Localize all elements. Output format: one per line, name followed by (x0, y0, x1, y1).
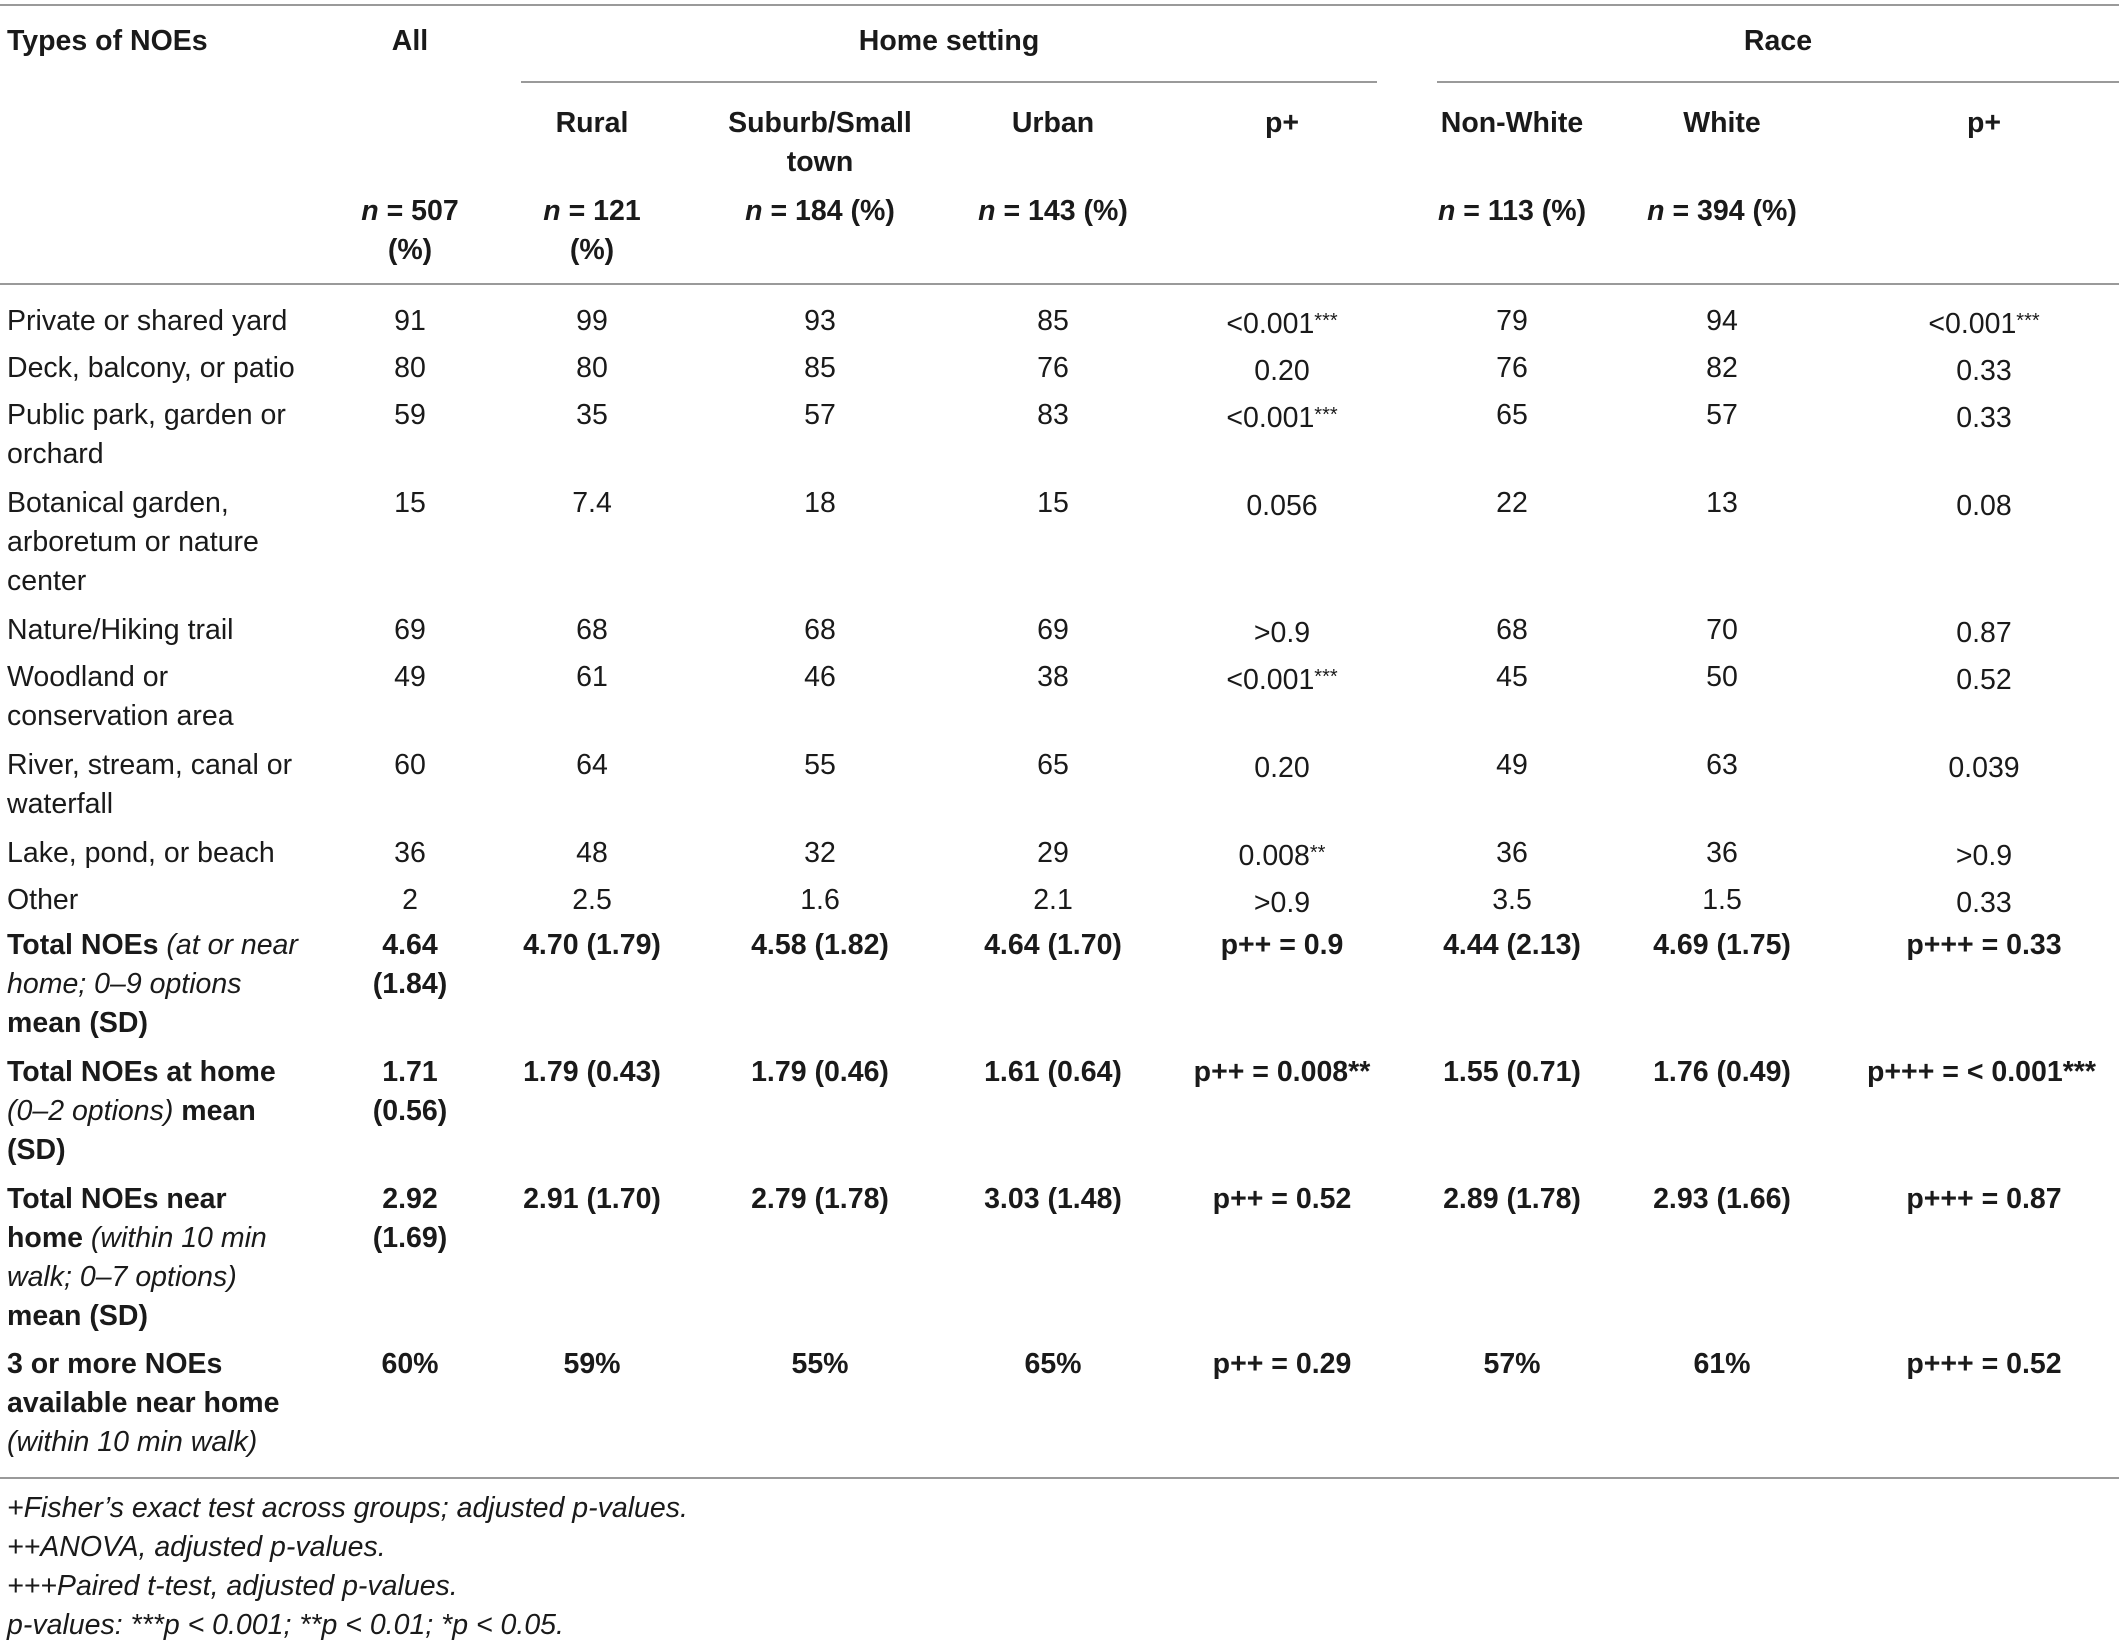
cell-rural (512, 746, 672, 785)
cell-value: 36 (394, 837, 426, 869)
n-symbol: n (1437, 195, 1456, 227)
n-rural (512, 192, 672, 270)
summary-label (7, 1180, 267, 1336)
col-header-p-home: p+ (1264, 107, 1300, 139)
cell-suburb (740, 484, 900, 523)
cell-value: 85 (1037, 305, 1069, 337)
row-label (7, 611, 234, 650)
cell-value: 15 (394, 487, 426, 519)
summary-rural: 4.70 (1.79) (523, 929, 661, 961)
cell-urban (973, 658, 1133, 697)
summary-all-line2: (1.69) (372, 1222, 448, 1254)
cell-urban (973, 396, 1133, 435)
cell-value: 69 (1037, 614, 1069, 646)
cell-p-race (1864, 746, 2104, 788)
col-header-suburb (700, 104, 940, 182)
cell-p-home (1162, 349, 1402, 391)
col-header-urban: Urban (1011, 107, 1095, 139)
cell-white (1642, 746, 1802, 785)
col-header-home-setting: Home setting (858, 25, 1040, 57)
cell-nonwhite (1432, 396, 1592, 435)
cell-all (330, 484, 490, 523)
cell-value: 0.33 (1956, 355, 2012, 387)
cell-all (330, 746, 490, 785)
significance-stars: *** (2016, 310, 2040, 332)
n-white (1622, 192, 1822, 231)
row-label-line: Deck, balcony, or patio (7, 352, 295, 384)
row-label-line: conservation area (7, 700, 234, 732)
summary-label-bold: Total NOEs (7, 929, 159, 961)
cell-value: 0.008 (1238, 840, 1310, 872)
cell-nonwhite (1432, 834, 1592, 873)
summary-p-race: p+++ = 0.33 (1906, 929, 2062, 961)
cell-value: 46 (804, 661, 836, 693)
summary-p-race: p+++ = < 0.001*** (1867, 1056, 2096, 1088)
cell-value: 36 (1496, 837, 1528, 869)
col-header-nonwhite: Non-White (1440, 107, 1584, 139)
summary-label-italic: (at or near (158, 929, 298, 961)
n-urban (953, 192, 1153, 231)
cell-value: 80 (576, 352, 608, 384)
table-bottom-rule (0, 1477, 2119, 1479)
n-nonwhite (1412, 192, 1612, 231)
summary-white: 4.69 (1.75) (1653, 929, 1791, 961)
cell-value: 0.08 (1956, 490, 2012, 522)
cell-value: 0.87 (1956, 617, 2012, 649)
row-label-line: River, stream, canal or (7, 749, 293, 781)
n-symbol: n (543, 195, 561, 227)
cell-value: 83 (1037, 399, 1069, 431)
cell-urban (973, 484, 1133, 523)
cell-all (330, 658, 490, 697)
cell-value: 36 (1706, 837, 1738, 869)
cell-value: 22 (1496, 487, 1528, 519)
row-label-line: Public park, garden or (7, 399, 286, 431)
cell-nonwhite (1432, 881, 1592, 920)
cell-urban (973, 349, 1133, 388)
cell-value: 80 (394, 352, 426, 384)
cell-all (330, 611, 490, 650)
summary-urban: 3.03 (1.48) (984, 1183, 1122, 1215)
summary-label-bold: (SD) (7, 1134, 66, 1166)
summary-suburb: 4.58 (1.82) (751, 929, 889, 961)
summary-all-line1: 4.64 (382, 929, 438, 961)
cell-value: <0.001 (1226, 402, 1315, 434)
top-rule (0, 4, 2119, 6)
row-label (7, 881, 78, 920)
cell-p-home (1162, 396, 1402, 438)
cell-value: 0.039 (1948, 752, 2020, 784)
cell-suburb (740, 302, 900, 341)
cell-nonwhite (1432, 746, 1592, 785)
summary-suburb: 1.79 (0.46) (751, 1056, 889, 1088)
cell-rural (512, 658, 672, 697)
cell-p-home (1162, 881, 1402, 923)
cell-value: >0.9 (1253, 617, 1311, 649)
summary-label-italic: home; 0–9 options (7, 968, 242, 1000)
summary-white: 2.93 (1.66) (1653, 1183, 1791, 1215)
cell-value: 32 (804, 837, 836, 869)
cell-p-home (1162, 484, 1402, 526)
n-all (330, 192, 490, 270)
cell-rural (512, 349, 672, 388)
row-label-line: Private or shared yard (7, 305, 288, 337)
cell-value: 85 (804, 352, 836, 384)
cell-suburb (740, 611, 900, 650)
summary-all: 60% (381, 1348, 439, 1380)
summary-label-bold: Total NOEs near (7, 1183, 227, 1215)
cell-value: 99 (576, 305, 608, 337)
cell-urban (973, 834, 1133, 873)
summary-label-bold: mean (SD) (7, 1300, 148, 1332)
n-nonwhite-value: = 113 (%) (1455, 195, 1587, 227)
cell-suburb (740, 746, 900, 785)
n-suburb (700, 192, 940, 231)
n-rural-pct: (%) (569, 234, 615, 266)
cell-value: 59 (394, 399, 426, 431)
cell-value: >0.9 (1955, 840, 2013, 872)
summary-label (7, 926, 298, 1043)
summary-nonwhite: 4.44 (2.13) (1443, 929, 1581, 961)
summary-label-bold: mean (SD) (7, 1007, 148, 1039)
cell-all (330, 349, 490, 388)
row-label (7, 349, 295, 388)
summary-label-bold: home (7, 1222, 84, 1254)
cell-p-race (1864, 881, 2104, 923)
col-header-rural: Rural (555, 107, 629, 139)
cell-nonwhite (1432, 302, 1592, 341)
cell-value: 0.20 (1254, 355, 1310, 387)
row-label-line: Lake, pond, or beach (7, 837, 275, 869)
cell-suburb (740, 834, 900, 873)
cell-urban (973, 302, 1133, 341)
cell-suburb (740, 658, 900, 697)
summary-rural: 1.79 (0.43) (523, 1056, 661, 1088)
cell-value: 38 (1037, 661, 1069, 693)
cell-value: 45 (1496, 661, 1528, 693)
summary-p-home: p++ = 0.008** (1193, 1056, 1371, 1088)
n-symbol: n (745, 195, 763, 227)
summary-label-bold: 3 or more NOEs (7, 1348, 223, 1380)
summary-all-line2: (1.84) (372, 968, 448, 1000)
cell-value: 64 (576, 749, 608, 781)
summary-label-bold: mean (173, 1095, 256, 1127)
cell-white (1642, 611, 1802, 650)
cell-value: 2.5 (572, 884, 612, 916)
summary-label-bold: Total NOEs at home (7, 1056, 276, 1088)
cell-value: <0.001 (1226, 664, 1315, 696)
cell-value: 57 (804, 399, 836, 431)
cell-p-home (1162, 834, 1402, 876)
summary-rural: 59% (563, 1348, 621, 1380)
significance-stars: *** (1314, 310, 1338, 332)
cell-value: 1.6 (800, 884, 840, 916)
cell-all (330, 881, 490, 920)
cell-all (330, 302, 490, 341)
cell-value: 65 (1037, 749, 1069, 781)
col-header-race: Race (1743, 25, 1813, 57)
cell-p-home (1162, 611, 1402, 653)
col-header-all: All (391, 25, 429, 57)
cell-white (1642, 834, 1802, 873)
summary-label (7, 1053, 276, 1170)
row-label-line: Woodland or (7, 661, 169, 693)
cell-value: 55 (804, 749, 836, 781)
cell-suburb (740, 396, 900, 435)
summary-nonwhite: 2.89 (1.78) (1443, 1183, 1581, 1215)
summary-label-italic: (within 10 min (83, 1222, 267, 1254)
n-symbol: n (361, 195, 379, 227)
cell-value: 29 (1037, 837, 1069, 869)
cell-value: 35 (576, 399, 608, 431)
summary-p-race: p+++ = 0.87 (1906, 1183, 2062, 1215)
cell-value: 50 (1706, 661, 1738, 693)
cell-value: 2 (402, 884, 418, 916)
cell-value: 68 (1496, 614, 1528, 646)
race-rule (1437, 81, 2119, 83)
cell-p-race (1864, 658, 2104, 700)
cell-rural (512, 834, 672, 873)
cell-rural (512, 881, 672, 920)
summary-label-italic: (within 10 min walk) (7, 1426, 258, 1458)
cell-p-race (1864, 611, 2104, 653)
cell-value: 18 (804, 487, 836, 519)
n-symbol: n (978, 195, 996, 227)
summary-all (330, 1180, 490, 1258)
cell-p-race (1864, 396, 2104, 438)
row-label-line: arboretum or nature (7, 526, 259, 558)
cell-white (1642, 302, 1802, 341)
cell-value: 15 (1037, 487, 1069, 519)
cell-rural (512, 302, 672, 341)
cell-value: 82 (1706, 352, 1738, 384)
summary-label (7, 1345, 279, 1462)
row-label (7, 302, 287, 341)
footnote: +++Paired t-test, adjusted p-values. (7, 1570, 458, 1602)
cell-suburb (740, 881, 900, 920)
cell-rural (512, 396, 672, 435)
cell-value: 57 (1706, 399, 1738, 431)
cell-p-race (1864, 302, 2104, 344)
cell-value: 61 (576, 661, 608, 693)
row-label-line: orchard (7, 438, 104, 470)
summary-all (330, 926, 490, 1004)
cell-value: 0.056 (1246, 490, 1318, 522)
cell-value: <0.001 (1928, 308, 2017, 340)
cell-rural (512, 611, 672, 650)
cell-all (330, 834, 490, 873)
summary-p-home: p++ = 0.29 (1212, 1348, 1352, 1380)
cell-nonwhite (1432, 658, 1592, 697)
cell-p-race (1864, 484, 2104, 526)
cell-value: 65 (1496, 399, 1528, 431)
cell-value: 49 (1496, 749, 1528, 781)
home-setting-rule (521, 81, 1377, 83)
cell-p-home (1162, 746, 1402, 788)
summary-label-italic: (0–2 options) (7, 1095, 174, 1127)
row-label (7, 396, 286, 474)
n-urban-value: = 143 (%) (995, 195, 1128, 227)
cell-p-home (1162, 658, 1402, 700)
row-label (7, 658, 234, 736)
footnote: p-values: ***p < 0.001; **p < 0.01; *p < 0.05. (7, 1609, 564, 1641)
row-label (7, 746, 292, 824)
cell-value: 48 (576, 837, 608, 869)
summary-white: 1.76 (0.49) (1653, 1056, 1791, 1088)
significance-stars: *** (1314, 404, 1338, 426)
n-white-value: = 394 (%) (1664, 195, 1797, 227)
row-label-line: Botanical garden, (7, 487, 229, 519)
significance-stars: ** (1309, 842, 1326, 864)
summary-white: 61% (1693, 1348, 1751, 1380)
cell-value: 49 (394, 661, 426, 693)
cell-white (1642, 881, 1802, 920)
cell-value: 68 (804, 614, 836, 646)
cell-nonwhite (1432, 611, 1592, 650)
row-label-line: Nature/Hiking trail (7, 614, 234, 646)
footnote: ++ANOVA, adjusted p-values. (7, 1531, 386, 1563)
summary-urban: 4.64 (1.70) (984, 929, 1122, 961)
cell-value: >0.9 (1253, 887, 1311, 919)
cell-rural (512, 484, 672, 523)
summary-p-race: p+++ = 0.52 (1906, 1348, 2062, 1380)
cell-value: 2.1 (1033, 884, 1073, 916)
summary-label-bold: available near home (7, 1387, 280, 1419)
cell-value: 0.33 (1956, 402, 2012, 434)
cell-value: 0.33 (1956, 887, 2012, 919)
cell-white (1642, 349, 1802, 388)
n-suburb-value: = 184 (%) (762, 195, 895, 227)
summary-label-italic: walk; 0–7 options) (7, 1261, 237, 1293)
cell-value: 60 (394, 749, 426, 781)
cell-urban (973, 611, 1133, 650)
summary-p-home: p++ = 0.52 (1212, 1183, 1352, 1215)
cell-value: 1.5 (1702, 884, 1742, 916)
cell-value: 0.20 (1254, 752, 1310, 784)
cell-white (1642, 658, 1802, 697)
cell-value: 68 (576, 614, 608, 646)
summary-suburb: 2.79 (1.78) (751, 1183, 889, 1215)
cell-value: <0.001 (1226, 308, 1315, 340)
row-label-line: Other (7, 884, 79, 916)
cell-p-race (1864, 834, 2104, 876)
summary-all-line1: 1.71 (382, 1056, 438, 1088)
cell-value: 70 (1706, 614, 1738, 646)
cell-value: 94 (1706, 305, 1738, 337)
cell-value: 93 (804, 305, 836, 337)
cell-nonwhite (1432, 484, 1592, 523)
cell-value: 3.5 (1492, 884, 1532, 916)
cell-value: 91 (394, 305, 426, 337)
cell-value: 79 (1496, 305, 1528, 337)
summary-rural: 2.91 (1.70) (523, 1183, 661, 1215)
cell-value: 0.52 (1956, 664, 2012, 696)
cell-value: 69 (394, 614, 426, 646)
significance-stars: *** (1314, 666, 1338, 688)
cell-urban (973, 881, 1133, 920)
col-header-white: White (1683, 107, 1761, 139)
cell-white (1642, 484, 1802, 523)
cell-white (1642, 396, 1802, 435)
summary-urban: 1.61 (0.64) (984, 1056, 1122, 1088)
col-header-types: Types of NOEs (7, 25, 208, 57)
n-symbol: n (1647, 195, 1665, 227)
summary-nonwhite: 57% (1483, 1348, 1541, 1380)
col-header-p-race: p+ (1966, 107, 2002, 139)
summary-suburb: 55% (791, 1348, 849, 1380)
cell-p-race (1864, 349, 2104, 391)
col-header-suburb-line2: town (786, 146, 854, 178)
header-bottom-rule (0, 283, 2119, 285)
cell-suburb (740, 349, 900, 388)
row-label-line: center (7, 565, 87, 597)
cell-value: 76 (1496, 352, 1528, 384)
summary-all-line1: 2.92 (382, 1183, 438, 1215)
col-header-suburb-line1: Suburb/Small (728, 107, 912, 139)
row-label (7, 484, 259, 601)
n-all-value: = 507 (378, 195, 459, 227)
cell-p-home (1162, 302, 1402, 344)
cell-urban (973, 746, 1133, 785)
summary-all-line2: (0.56) (372, 1095, 448, 1127)
summary-all (330, 1053, 490, 1131)
cell-value: 7.4 (572, 487, 612, 519)
n-all-pct: (%) (387, 234, 433, 266)
summary-urban: 65% (1024, 1348, 1082, 1380)
cell-value: 63 (1706, 749, 1738, 781)
cell-value: 13 (1706, 487, 1738, 519)
cell-nonwhite (1432, 349, 1592, 388)
row-label-line: waterfall (7, 788, 114, 820)
footnote: +Fisher’s exact test across groups; adjusted p-values. (7, 1492, 688, 1524)
row-label (7, 834, 275, 873)
n-rural-value: = 121 (560, 195, 641, 227)
cell-value: 76 (1037, 352, 1069, 384)
cell-all (330, 396, 490, 435)
summary-p-home: p++ = 0.9 (1220, 929, 1344, 961)
summary-nonwhite: 1.55 (0.71) (1443, 1056, 1581, 1088)
